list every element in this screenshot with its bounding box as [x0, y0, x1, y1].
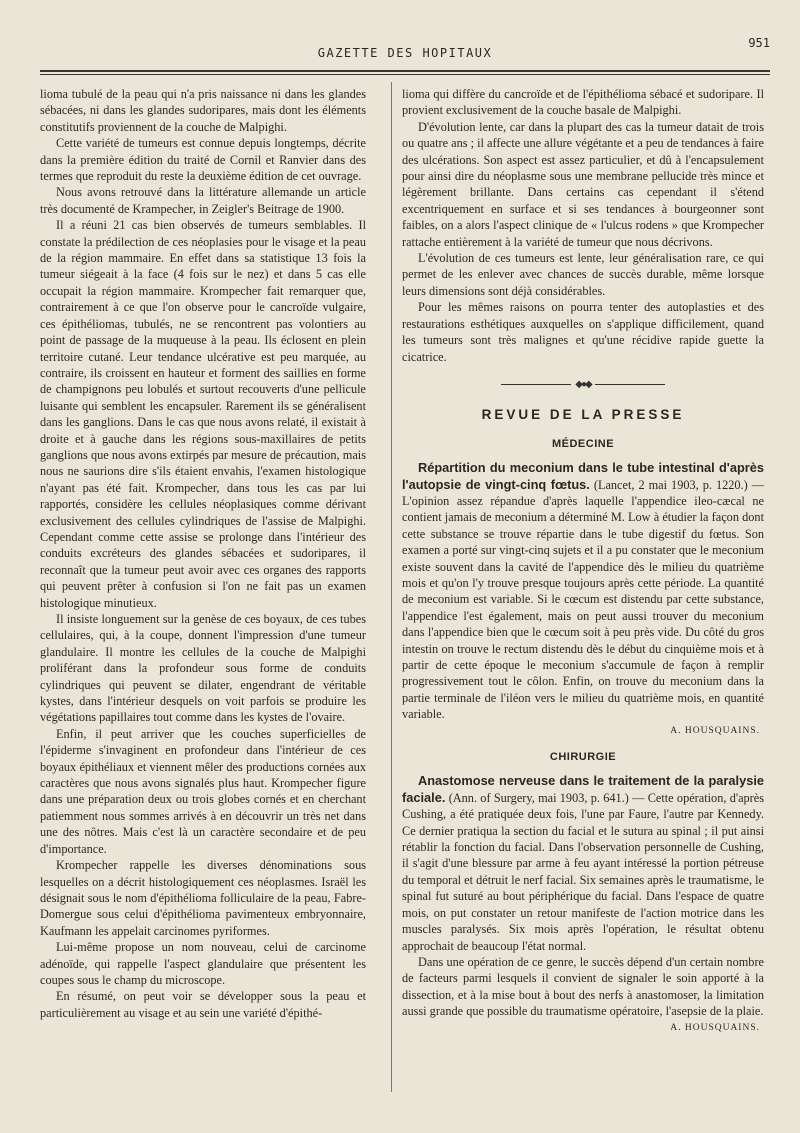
rubric-heading: CHIRURGIE: [549, 751, 617, 764]
section-title: REVUE DE LA PRESSE: [481, 407, 685, 423]
paragraph: L'évolution de ces tumeurs est lente, leur généralisation rare, ce qui permet de les enlever avec chances de succès durable, même lorsque leurs dimensions sont déjà considérables.: [402, 251, 764, 298]
article-body: — L'opinion assez répandue d'après laquelle l'appendice ileo-cæcal ne contient jamais de meconium a déterminé M. Low à étudier la façon dont cette substance se trouve répartie dans le tube digestif du fœtus. Son examen a porté sur vingt-cinq sujets et il a pu constater que le meconium existe souvent dans la cavité de l'appendice dès le milieu du quatrième mois et qu'on l'y trouve presque toujours après cette période. La quantité de meconium est variable. Si le cœcum est distendu par cette substance, l'appendice l'est également, mais on peut aussi trouver du meconium dans l'appendice bien que le cœcum soit à peu près vide. Du côté du gros intestin on trouve le rectum distendu dès le début du cinquième mois et à partir de cette époque le meconium s'accumule de façon à remplir progressivement tout le côlon. Enfin, on trouve du meconium dans la partie terminale de l'iléon vers le milieu du quatrième mois, en quantité variable.: [402, 477, 765, 722]
paragraph: lioma qui diffère du cancroïde et de l'épithélioma sébacé et sudoripare. Il provient exclusivement de la couche basale de Malpighi.: [402, 87, 764, 118]
left-column: [40, 86, 366, 1021]
article-signature: A. HOUSQUAINS.: [670, 1022, 760, 1033]
paragraph: Nous avons retrouvé dans la littérature allemande un article très documenté de Krampecher, in Zeigler's Beitrage de 1900.: [40, 185, 366, 216]
rubric-heading: MÉDECINE: [551, 437, 615, 450]
article-body: — Cette opération, d'après Cushing, a été pratiquée deux fois, l'une par Faure, l'autre par Kennedy. Ce dernier pratiqua la section du facial et le sutura au spinal ; il put ainsi rétablir la fonction du facial. Dans l'observation personnelle de Cushing, il s'agit d'une blessure par arme à feu ayant intéressé la portion pétreuse du temporal et détruit le nerf facial. Six semaines après le traumatisme, le spinal fut suturé au bout périphérique du facial. Dans l'espace de quatre mois, on put constater un retour manifeste de l'action motrice dans les muscles paralysés. Six mois après l'opération, le résultat obtenu approchait de beaucoup l'état normal.: [402, 790, 765, 953]
column-divider: [391, 82, 392, 1092]
paragraph: Pour les mêmes raisons on pourra tenter des autoplasties et des restaurations esthétiques auxquelles on s'applique difficilement, quand les tumeurs sont très malignes et qu'une récidive rapide guette la cicatrice.: [402, 300, 764, 364]
section-ornament: ◆●◆: [402, 377, 764, 393]
article-paragraph: Dans une opération de ce genre, le succès dépend d'un certain nombre de facteurs parmi lesquels il convient de signaler le soin apporté à la dissection, et à la mise bout à bout des nerfs à anastomoser, la limitation aussi grande que possible du traumatisme opératoire, l'asepsie de la plaie.: [402, 954, 764, 1019]
article-title: Anastomose nerveuse dans le traitement de la paralysie faciale.: [402, 773, 764, 805]
paragraph: Krompecher rappelle les diverses dénominations sous lesquelles on a décrit histologiquement ces néoplasmes. Israël les désignait sous le nom d'épithélioma folliculaire de la peau, Fabre-Domergue sous celui d'épithélioma pavimenteux embryonnaire, Kaufmann les appelait carcinomes pyriformes.: [40, 858, 366, 938]
journal-title: GAZETTE DES HOPITAUX: [317, 46, 493, 60]
article-source: (Ann. of Surgery, mai 1903, p. 641.): [448, 790, 629, 805]
article-signature: A. HOUSQUAINS.: [670, 725, 760, 736]
paragraph: D'évolution lente, car dans la plupart des cas la tumeur datait de trois ou quatre ans ; il affecte une allure végétante et a peu de tendances à faire des ulcérations. Son aspect est assez particulier, et dû à l'encapsulement pour ainsi dire du néoplasme sous une membrane pellucide très mince et légèrement brillante. Dans certains cas cependant il s'étend excentriquement en surface et si ses tendances à bourgeonner sont faibles, on a alors l'aspect clinique de « l'ulcus rodens » que Krompecher rattache entièrement à la variété de tumeur que nous décrivons.: [402, 119, 765, 249]
page-number: 951: [748, 36, 770, 50]
right-column: [402, 86, 764, 1036]
header-rule-thin: [40, 74, 770, 75]
article: [402, 773, 764, 953]
article: [402, 460, 764, 723]
article-title: Répartition du meconium dans le tube intestinal d'après l'autopsie de vingt-cinq fœtus.: [402, 460, 764, 492]
paragraph: Lui-même propose un nom nouveau, celui de carcinome adénoïde, qui rappelle l'aspect glandulaire que présentent les coupes sous le champ du microscope.: [40, 940, 366, 987]
running-header: [40, 36, 770, 66]
article-source: (Lancet, 2 mai 1903, p. 1220.): [593, 477, 748, 492]
paragraph: Il a réuni 21 cas bien observés de tumeurs semblables. Il constate la prédilection de ces néoplasies pour le visage et la peau de la région mammaire. En effet dans sa statistique 13 fois la tumeur siégeait à la face (4 fois sur le nez) et dans 5 cas elle occupait la région mammaire. Krompecher fait remarquer que, contrairement à ce que l'on observe pour le cancroïde vulgaire, ces épithéliomas, tubulés, ne se rencontrent pas volontiers au point de passage de la muqueuse à la peau. Ils éclosent en plein territoire cutané. Leur tendance ulcérative est peu marquée, au contraire, ils croissent en hauteur et forment des saillies en forme de champignons peu lobulés et surtout recouverts d'une pellicule luisante qui semblent les encapsuler. Rarement ils se généralisent dans les ganglions. Dans le cas que nous avons relaté, il existait à droite et à gauche dans les régions sous-maxillaires de petits ganglions que nous avons extirpés par mesure de précaution, mais nous ne saurions dire s'ils étaient envahis, l'examen histologique n'ayant pas été fait. Krompecher, dans tous les cas par lui rapportés, considère les cellules néoplasiques comme dérivant exclusivement des cellules cylindriques de l'assise de Malpighi. Cependant comme cette assise se prolonge dans l'intérieur des conduits excréteurs des glandes sébacées et sudoripares, il reconnaît que la tumeur peut avoir avec ces organes des rapports qui peuvent prêter à confusion si l'on ne fait pas un examen histologique minutieux.: [40, 218, 366, 610]
paragraph: En résumé, on peut voir se développer sous la peau et particulièrement au visage et au sein une variété d'épithé-: [40, 989, 366, 1020]
paragraph: Enfin, il peut arriver que les couches superficielles de l'épiderme s'invaginent en profondeur dans l'intérieur de ces boyaux épithéliaux et viennent mêler des productions cornées aux caractères que nous avons signalés plus haut. Krompecher figure dans une préparation deux ou trois globes cornés et en cherchant patiemment nous sommes arrivés à en découvrir un très net dans une des nôtres. Mais c'est là un caractère secondaire et de peu d'importance.: [40, 726, 366, 856]
paragraph: Il insiste longuement sur la genèse de ces boyaux, de ces tubes cellulaires, qui, à la coupe, donnent l'impression d'une tumeur glandulaire. Il montre les cellules de la couche de Malpighi proliférant dans la profondeur sous forme de conduits cylindriques qui peuvent se dilater, engendrant de véritable kystes, dans l'intérieur desquels on voit parfois se produire les végétations papillaires tout comme dans les kystes de l'ovaire.: [40, 612, 366, 725]
paragraph: Cette variété de tumeurs est connue depuis longtemps, décrite dans la première édition du traité de Cornil et Ranvier dans des termes que reproduit du reste la deuxième édition de cet ouvrage.: [40, 136, 366, 184]
header-rule: [40, 70, 770, 72]
paragraph: lioma tubulé de la peau qui n'a pris naissance ni dans les glandes sébacées, ni dans les glandes sudoripares, mais dont les éléments constitutifs proviennent de la couche de Malpighi.: [40, 87, 366, 134]
